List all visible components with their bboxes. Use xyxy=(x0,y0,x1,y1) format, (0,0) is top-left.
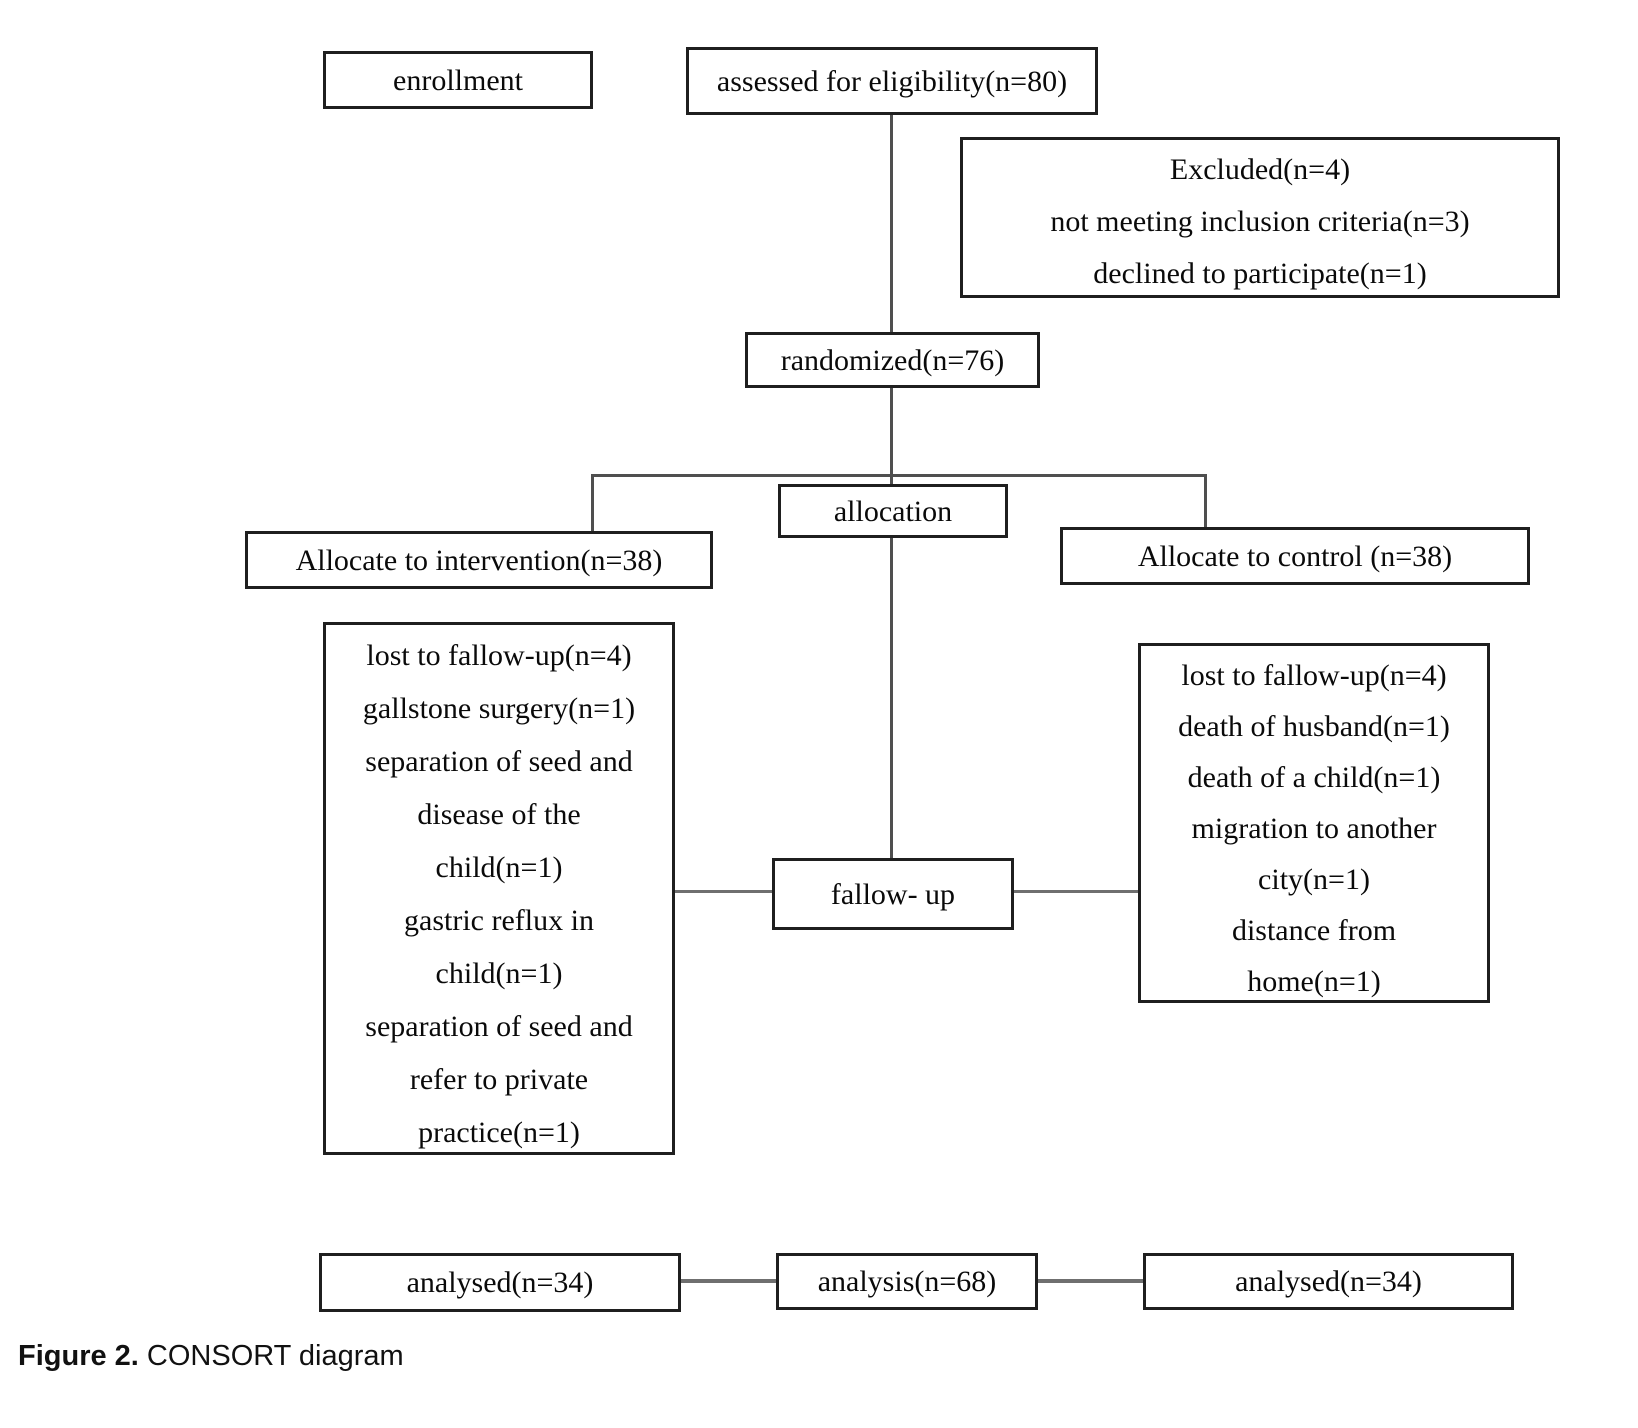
assessed-label: assessed for eligibility(n=80) xyxy=(716,64,1068,98)
analysis-label: analysis(n=68) xyxy=(817,1265,997,1298)
figure-caption-number: Figure 2. xyxy=(18,1340,139,1372)
control-lost-line: home(n=1) xyxy=(1247,965,1381,998)
allocation-split-line xyxy=(591,474,1207,477)
excluded-line: not meeting inclusion criteria(n=3) xyxy=(1050,205,1470,238)
intervention-lost-line: separation of seed and xyxy=(365,1010,633,1043)
excluded-line: declined to participate(n=1) xyxy=(1093,257,1427,290)
intervention-lost-line: separation of seed and xyxy=(365,745,633,778)
enrollment-stage-box xyxy=(323,51,593,109)
figure-caption xyxy=(18,1340,404,1373)
analysis-right-connector xyxy=(1038,1279,1143,1283)
intervention-lost-line: child(n=1) xyxy=(435,851,563,884)
randomized-label: randomized(n=76) xyxy=(780,343,1005,377)
intervention-lost-line: refer to private xyxy=(409,1063,589,1096)
intervention-lost-line: gallstone surgery(n=1) xyxy=(362,692,636,725)
followup-label: fallow- up xyxy=(830,877,956,911)
allocate-intervention-box xyxy=(245,531,713,589)
excluded-box xyxy=(960,137,1560,298)
control-lost-line: city(n=1) xyxy=(1258,863,1370,896)
analysis-stage-box xyxy=(776,1253,1038,1310)
control-lost-line: migration to another xyxy=(1191,812,1437,845)
followup-right-connector xyxy=(1014,890,1138,893)
intervention-lost-line: disease of the xyxy=(417,798,581,831)
followup-left-connector xyxy=(675,890,772,893)
control-lost-line: death of husband(n=1) xyxy=(1178,710,1450,743)
enrollment-label: enrollment xyxy=(393,63,523,97)
control-lost-line: distance from xyxy=(1231,914,1397,947)
allocation-stage-box xyxy=(778,484,1008,538)
followup-stage-box xyxy=(772,858,1014,930)
intervention-lost-line: gastric reflux in xyxy=(404,904,594,937)
allocate-control-box xyxy=(1060,527,1530,585)
analysed-control-box xyxy=(1143,1253,1514,1310)
intervention-lost-line: child(n=1) xyxy=(435,957,563,990)
analysis-left-connector xyxy=(681,1279,776,1283)
control-lost-line: lost to fallow-up(n=4) xyxy=(1181,659,1447,692)
assessed-eligibility-box xyxy=(686,47,1098,115)
allocate-control-label: Allocate to control (n=38) xyxy=(1137,539,1453,573)
intervention-branch-line xyxy=(591,474,594,531)
randomized-box xyxy=(745,332,1040,388)
control-lost-followup-box xyxy=(1138,643,1490,1003)
allocation-label: allocation xyxy=(833,494,953,528)
analysed-control-label: analysed(n=34) xyxy=(1235,1265,1422,1298)
intervention-lost-followup-box xyxy=(323,622,675,1155)
analysed-intervention-label: analysed(n=34) xyxy=(406,1266,594,1299)
excluded-line: Excluded(n=4) xyxy=(1169,153,1351,186)
intervention-lost-line: practice(n=1) xyxy=(418,1116,580,1149)
control-lost-line: death of a child(n=1) xyxy=(1187,761,1441,794)
allocate-intervention-label: Allocate to intervention(n=38) xyxy=(295,543,663,577)
control-branch-line xyxy=(1204,474,1207,527)
figure-caption-text: CONSORT diagram xyxy=(138,1340,404,1372)
analysed-intervention-box xyxy=(319,1253,681,1312)
intervention-lost-line: lost to fallow-up(n=4) xyxy=(366,639,632,672)
